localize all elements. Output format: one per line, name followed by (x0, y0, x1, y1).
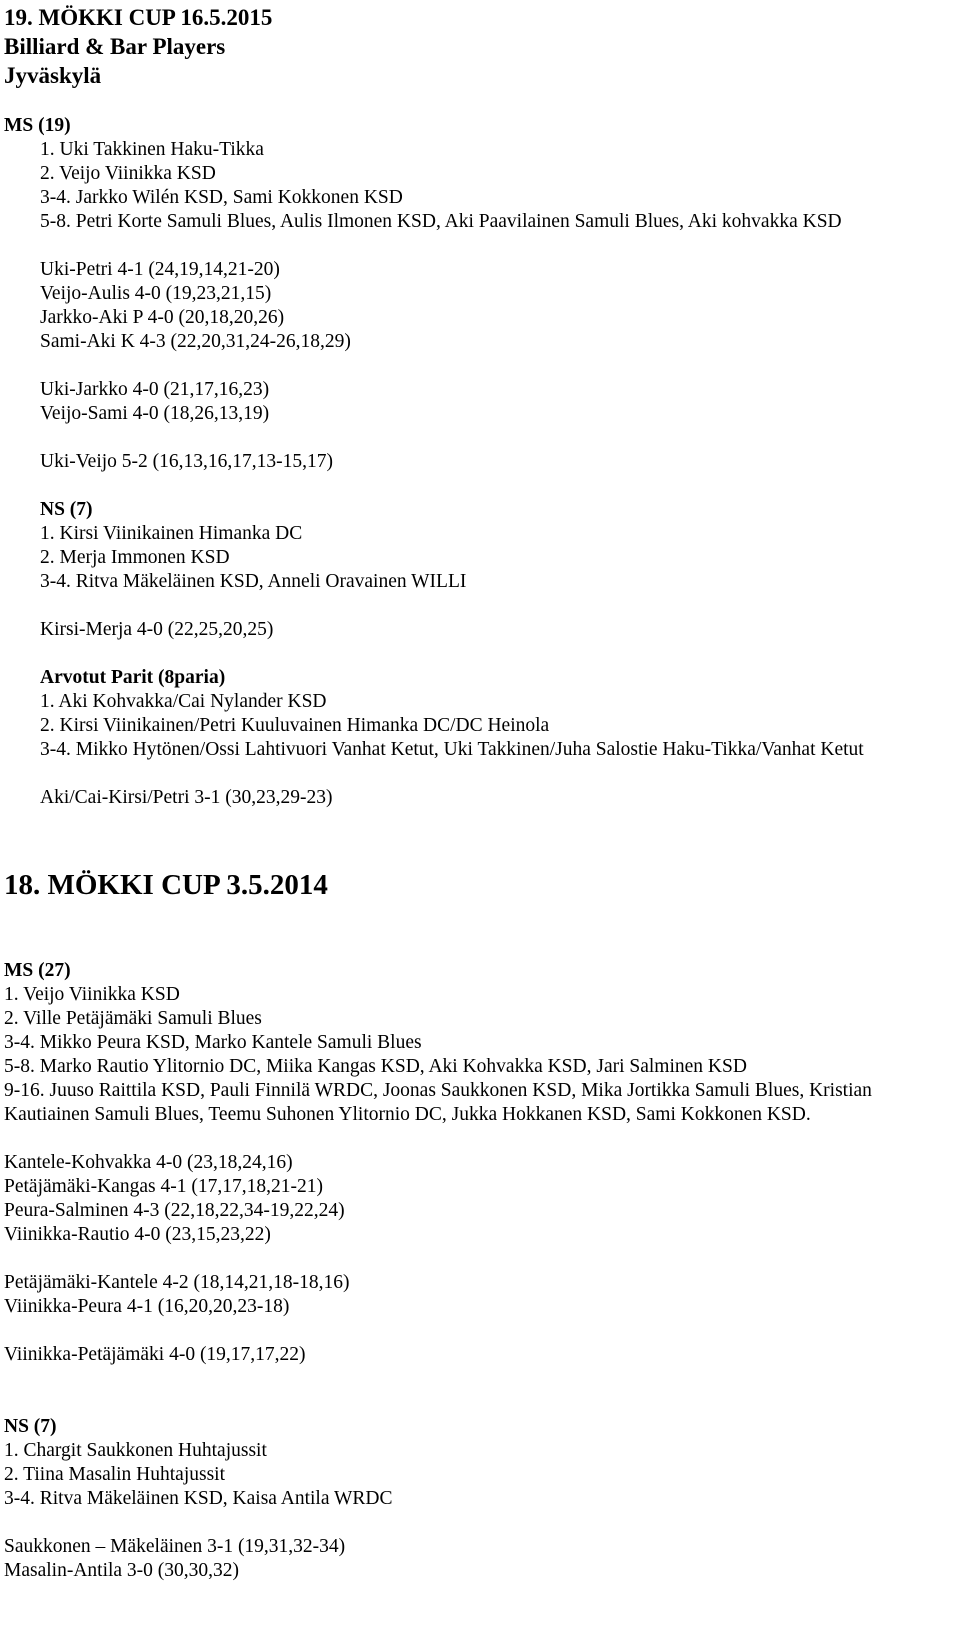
ns-2014-result-1: 1. Chargit Saukkonen Huhtajussit (4, 1440, 267, 1461)
ms-2015-semifinal-2: Veijo-Sami 4-0 (18,26,13,19) (40, 403, 270, 424)
ms-2015-final: Uki-Veijo 5-2 (16,13,16,17,13-15,17) (40, 451, 334, 472)
ms-2014-result-4: 5-8. Marko Rautio Ylitornio DC, Miika Kangas KSD, Aki Kohvakka KSD, Jari Salminen KSD (4, 1056, 747, 1077)
venue-name: Billiard & Bar Players (4, 34, 226, 59)
ms-2015-result-2: 2. Veijo Viinikka KSD (40, 163, 216, 184)
ms-2014-quarterfinal-2: Petäjämäki-Kangas 4-1 (17,17,18,21-21) (4, 1176, 323, 1197)
ms-2014-result-5: 9-16. Juuso Raittila KSD, Pauli Finnilä WRDC, Joonas Saukkonen KSD, Mika Jortikka Samuli Blues, Kristian (4, 1080, 872, 1101)
ns-2014-match-2: Masalin-Antila 3-0 (30,30,32) (4, 1560, 240, 1581)
ms-2015-result-3: 3-4. Jarkko Wilén KSD, Sami Kokkonen KSD (40, 187, 403, 208)
ms-2014-quarterfinal-1: Kantele-Kohvakka 4-0 (23,18,24,16) (4, 1152, 293, 1173)
ms-2014-result-1: 1. Veijo Viinikka KSD (4, 984, 180, 1005)
ms-2015-heading: MS (19) (4, 115, 71, 136)
ms-2015-quarterfinal-1: Uki-Petri 4-1 (24,19,14,21-20) (40, 259, 280, 280)
tournament-title-2014: 18. MÖKKI CUP 3.5.2014 (4, 869, 328, 901)
ns-2015-final: Kirsi-Merja 4-0 (22,25,20,25) (40, 619, 274, 640)
ns-2015-result-3: 3-4. Ritva Mäkeläinen KSD, Anneli Oravainen WILLI (40, 571, 467, 592)
ms-2015-result-1: 1. Uki Takkinen Haku-Tikka (40, 139, 264, 160)
ms-2015-quarterfinal-3: Jarkko-Aki P 4-0 (20,18,20,26) (40, 307, 285, 328)
ms-2014-quarterfinal-4: Viinikka-Rautio 4-0 (23,15,23,22) (4, 1224, 271, 1245)
ns-2014-heading: NS (7) (4, 1416, 57, 1437)
ns-2015-result-2: 2. Merja Immonen KSD (40, 547, 230, 568)
ms-2015-quarterfinal-2: Veijo-Aulis 4-0 (19,23,21,15) (40, 283, 272, 304)
ms-2014-quarterfinal-3: Peura-Salminen 4-3 (22,18,22,34-19,22,24) (4, 1200, 345, 1221)
pairs-2015-result-3: 3-4. Mikko Hytönen/Ossi Lahtivuori Vanhat Ketut, Uki Takkinen/Juha Salostie Haku-Tikka/Vanhat Ketut (40, 739, 864, 760)
ns-2014-result-2: 2. Tiina Masalin Huhtajussit (4, 1464, 226, 1485)
ms-2014-final: Viinikka-Petäjämäki 4-0 (19,17,17,22) (4, 1344, 306, 1365)
ns-2015-result-1: 1. Kirsi Viinikainen Himanka DC (40, 523, 303, 544)
ms-2014-result-5-cont: Kautiainen Samuli Blues, Teemu Suhonen Ylitornio DC, Jukka Hokkanen KSD, Sami Kokkonen KSD. (4, 1104, 811, 1125)
ns-2015-heading: NS (7) (40, 499, 93, 520)
pairs-2015-result-2: 2. Kirsi Viinikainen/Petri Kuuluvainen Himanka DC/DC Heinola (40, 715, 550, 736)
ns-2014-result-3: 3-4. Ritva Mäkeläinen KSD, Kaisa Antila WRDC (4, 1488, 393, 1509)
ms-2014-heading: MS (27) (4, 960, 71, 981)
ms-2015-quarterfinal-4: Sami-Aki K 4-3 (22,20,31,24-26,18,29) (40, 331, 351, 352)
ms-2014-semifinal-2: Viinikka-Peura 4-1 (16,20,20,23-18) (4, 1296, 290, 1317)
tournament-title-2015: 19. MÖKKI CUP 16.5.2015 (4, 5, 273, 30)
ms-2015-result-4: 5-8. Petri Korte Samuli Blues, Aulis Ilmonen KSD, Aki Paavilainen Samuli Blues, Aki kohvakka KSD (40, 211, 842, 232)
ms-2014-semifinal-1: Petäjämäki-Kantele 4-2 (18,14,21,18-18,16) (4, 1272, 350, 1293)
ms-2014-result-2: 2. Ville Petäjämäki Samuli Blues (4, 1008, 262, 1029)
pairs-2015-result-1: 1. Aki Kohvakka/Cai Nylander KSD (40, 691, 327, 712)
ms-2015-semifinal-1: Uki-Jarkko 4-0 (21,17,16,23) (40, 379, 270, 400)
pairs-2015-heading: Arvotut Parit (8paria) (40, 667, 226, 688)
venue-city: Jyväskylä (4, 63, 102, 88)
ns-2014-match-1: Saukkonen – Mäkeläinen 3-1 (19,31,32-34) (4, 1536, 346, 1557)
ms-2014-result-3: 3-4. Mikko Peura KSD, Marko Kantele Samuli Blues (4, 1032, 422, 1053)
pairs-2015-final: Aki/Cai-Kirsi/Petri 3-1 (30,23,29-23) (40, 787, 333, 808)
